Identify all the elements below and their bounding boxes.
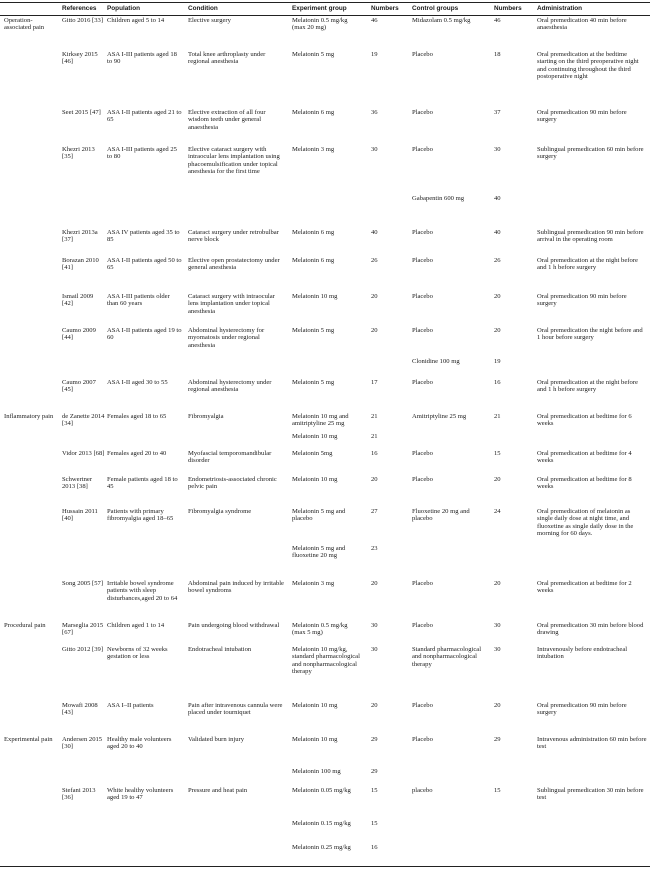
experiment-number-cell: 30 xyxy=(371,146,378,153)
experiment-group-cell: Melatonin 0.5 mg/kg (max 5 mg) xyxy=(292,622,348,637)
condition-cell: Abdominal hysterectomy for myomatosis under regional anesthesia xyxy=(188,327,265,349)
population-cell: Irritable bowel syndrome patients with sleep disturbances,aged 20 to 64 xyxy=(107,580,178,602)
control-group-cell: Clonidine 100 mg xyxy=(412,358,460,365)
administration-cell: Oral premedication at the bedtime starting on the third preoperative night and continuing throughout the third postoperative night xyxy=(537,51,639,81)
table-top-rule xyxy=(0,2,650,3)
experiment-group-cell: Melatonin 5 mg xyxy=(292,327,335,334)
control-group-cell: Placebo xyxy=(412,450,433,457)
administration-cell: Oral premedication at bedtime for 6 weeks xyxy=(537,413,632,428)
control-group-cell: Placebo xyxy=(412,327,433,334)
experiment-group-cell: Melatonin 5 mg xyxy=(292,379,335,386)
reference-cell: Marseglia 2015 [67] xyxy=(62,622,104,637)
experiment-group-cell: Melatonin 6 mg xyxy=(292,257,335,264)
experiment-group-cell: Melatonin 10 mg/kg, standard pharmacological and nonpharmacological therapy xyxy=(292,646,360,676)
column-header: References xyxy=(62,5,97,12)
administration-cell: Oral premedication 30 min before blood drawing xyxy=(537,622,644,637)
control-number-cell: 26 xyxy=(494,257,501,264)
control-number-cell: 21 xyxy=(494,413,501,420)
administration-cell: Oral premedication the night before and 1 hour before surgery xyxy=(537,327,643,342)
control-group-cell: Placebo xyxy=(412,257,433,264)
control-number-cell: 40 xyxy=(494,229,501,236)
administration-cell: Oral premedication of melatonin as single daily dose at night time, and fluoxetine as single daily dose in the morning for 60 days. xyxy=(537,508,634,538)
reference-cell: Ismail 2009 [42] xyxy=(62,293,94,308)
control-group-cell: Placebo xyxy=(412,622,433,629)
population-cell: White healthy volunteers aged 19 to 47 xyxy=(107,787,174,802)
experiment-number-cell: 46 xyxy=(371,17,378,24)
header-rule xyxy=(0,15,650,16)
population-cell: ASA I-II aged 30 to 55 xyxy=(107,379,168,386)
condition-cell: Elective open prostatectomy under general anesthesia xyxy=(188,257,280,272)
control-number-cell: 37 xyxy=(494,109,501,116)
experiment-group-cell: Melatonin 0.05 mg/kg xyxy=(292,787,351,794)
experiment-number-cell: 20 xyxy=(371,327,378,334)
experiment-number-cell: 29 xyxy=(371,736,378,743)
control-number-cell: 29 xyxy=(494,736,501,743)
column-header: Population xyxy=(107,5,141,12)
population-cell: Children aged 5 to 14 xyxy=(107,17,165,24)
experiment-group-cell: Melatonin 0.25 mg/kg xyxy=(292,844,351,851)
experiment-number-cell: 19 xyxy=(371,51,378,58)
table-bottom-rule xyxy=(0,866,650,867)
control-group-cell: Fluoxetine 20 mg and placebo xyxy=(412,508,470,523)
experiment-number-cell: 23 xyxy=(371,545,378,552)
experiment-number-cell: 30 xyxy=(371,622,378,629)
population-cell: Females aged 18 to 65 xyxy=(107,413,167,420)
population-cell: ASA I–II patients xyxy=(107,702,154,709)
reference-cell: Gitto 2012 [39] xyxy=(62,646,104,653)
control-group-cell: placebo xyxy=(412,787,433,794)
experiment-group-cell: Melatonin 10 mg xyxy=(292,476,338,483)
administration-cell: Intravenously before endotracheal intubation xyxy=(537,646,628,661)
administration-cell: Oral premedication 40 min before anaesthesia xyxy=(537,17,627,32)
control-number-cell: 20 xyxy=(494,327,501,334)
condition-cell: Abdominal pain induced by irritable bowel syndroms xyxy=(188,580,284,595)
experiment-number-cell: 21 xyxy=(371,433,378,440)
condition-cell: Pressure and heat pain xyxy=(188,787,248,794)
control-group-cell: Standard pharmacological and nonpharmacological therapy xyxy=(412,646,482,668)
category-cell: Operation-associated pain xyxy=(4,17,45,32)
condition-cell: Total knee arthroplasty under regional anesthesia xyxy=(188,51,266,66)
administration-cell: Oral premedication at bedtime for 4 weeks xyxy=(537,450,632,465)
population-cell: ASA IV patients aged 35 to 85 xyxy=(107,229,180,244)
experiment-number-cell: 26 xyxy=(371,257,378,264)
control-number-cell: 16 xyxy=(494,379,501,386)
experiment-group-cell: Melatonin 5 mg xyxy=(292,51,335,58)
reference-cell: Gitto 2016 [33] xyxy=(62,17,104,24)
control-number-cell: 46 xyxy=(494,17,501,24)
control-group-cell: Placebo xyxy=(412,109,433,116)
experiment-group-cell: Melatonin 0.5 mg/kg (max 20 mg) xyxy=(292,17,348,32)
experiment-number-cell: 36 xyxy=(371,109,378,116)
condition-cell: Pain after intravenous cannula were placed under tourniquet xyxy=(188,702,283,717)
population-cell: Newborns of 32 weeks gestation or less xyxy=(107,646,168,661)
administration-cell: Sublingual premedication 60 min before surgery xyxy=(537,146,644,161)
control-number-cell: 15 xyxy=(494,450,501,457)
reference-cell: Seet 2015 [47] xyxy=(62,109,101,116)
control-group-cell: Placebo xyxy=(412,580,433,587)
population-cell: Children aged 1 to 14 xyxy=(107,622,165,629)
column-header: Experiment group xyxy=(292,5,347,12)
reference-cell: Schwertner 2013 [38] xyxy=(62,476,93,491)
reference-cell: Kirksey 2015 [46] xyxy=(62,51,98,66)
experiment-group-cell: Melatonin 10 mg xyxy=(292,736,338,743)
population-cell: ASA I-III patients aged 25 to 80 xyxy=(107,146,177,161)
condition-cell: Endometriosis-associated chronic pelvic pain xyxy=(188,476,277,491)
control-number-cell: 19 xyxy=(494,358,501,365)
control-group-cell: Amitriptyline 25 mg xyxy=(412,413,467,420)
condition-cell: Abdominal hysterectomy under regional anesthesia xyxy=(188,379,272,394)
experiment-number-cell: 15 xyxy=(371,787,378,794)
control-group-cell: Placebo xyxy=(412,476,433,483)
reference-cell: Song 2005 [57] xyxy=(62,580,104,587)
reference-cell: Hussain 2011 [40] xyxy=(62,508,98,523)
column-header: Administration xyxy=(537,5,583,12)
control-group-cell: Placebo xyxy=(412,229,433,236)
experiment-number-cell: 15 xyxy=(371,820,378,827)
condition-cell: Endotracheal intubation xyxy=(188,646,252,653)
control-number-cell: 24 xyxy=(494,508,501,515)
administration-cell: Oral premedication 90 min before surgery xyxy=(537,702,627,717)
population-cell: Female patients aged 18 to 45 xyxy=(107,476,178,491)
control-number-cell: 30 xyxy=(494,146,501,153)
experiment-group-cell: Melatonin 10 mg xyxy=(292,293,338,300)
reference-cell: Khezri 2013a [37] xyxy=(62,229,98,244)
experiment-group-cell: Melatonin 5mg xyxy=(292,450,333,457)
reference-cell: de Zanette 2014 [34] xyxy=(62,413,105,428)
experiment-group-cell: Melatonin 100 mg xyxy=(292,768,341,775)
column-header: Condition xyxy=(188,5,218,12)
control-number-cell: 20 xyxy=(494,476,501,483)
experiment-number-cell: 20 xyxy=(371,580,378,587)
condition-cell: Cataract surgery with intraocular lens implantation under topical anesthesia xyxy=(188,293,275,315)
population-cell: Patients with primary fibromyalgia aged 18–65 xyxy=(107,508,174,523)
control-number-cell: 40 xyxy=(494,195,501,202)
administration-cell: Oral premedication 90 min before surgery xyxy=(537,109,627,124)
reference-cell: Mowafi 2008 [43] xyxy=(62,702,98,717)
condition-cell: Pain undergoing blood withdrawal xyxy=(188,622,280,629)
population-cell: Healthy male volunteers aged 20 to 40 xyxy=(107,736,172,751)
experiment-group-cell: Melatonin 5 mg and fluoxetine 20 mg xyxy=(292,545,346,560)
category-cell: Procedural pain xyxy=(4,622,46,629)
experiment-number-cell: 20 xyxy=(371,293,378,300)
experiment-number-cell: 27 xyxy=(371,508,378,515)
control-group-cell: Placebo xyxy=(412,51,433,58)
control-number-cell: 20 xyxy=(494,580,501,587)
population-cell: ASA I-III patients older than 60 years xyxy=(107,293,170,308)
administration-cell: Sublingual premedication 30 min before test xyxy=(537,787,644,802)
control-group-cell: Placebo xyxy=(412,736,433,743)
category-cell: Experimental pain xyxy=(4,736,53,743)
control-number-cell: 20 xyxy=(494,293,501,300)
administration-cell: Intravenous administration 60 min before test xyxy=(537,736,647,751)
reference-cell: Stefani 2013 [36] xyxy=(62,787,96,802)
administration-cell: Oral premedication 90 min before surgery xyxy=(537,293,627,308)
category-cell: Inflammatory pain xyxy=(4,413,54,420)
control-number-cell: 20 xyxy=(494,702,501,709)
reference-cell: Vidor 2013 [68] xyxy=(62,450,105,457)
population-cell: ASA I-II patients aged 19 to 60 xyxy=(107,327,182,342)
reference-cell: Caumo 2007 [45] xyxy=(62,379,96,394)
experiment-group-cell: Melatonin 6 mg xyxy=(292,109,335,116)
condition-cell: Elective extraction of all four wisdom teeth under general anaesthesia xyxy=(188,109,266,131)
condition-cell: Validated burn injury xyxy=(188,736,245,743)
condition-cell: Elective surgery xyxy=(188,17,231,24)
administration-cell: Sublingual premedication 90 min before arrival in the operating room xyxy=(537,229,644,244)
experiment-number-cell: 40 xyxy=(371,229,378,236)
control-number-cell: 30 xyxy=(494,622,501,629)
reference-cell: Andersen 2015 [30] xyxy=(62,736,103,751)
control-number-cell: 15 xyxy=(494,787,501,794)
experiment-number-cell: 20 xyxy=(371,476,378,483)
column-header: Numbers xyxy=(371,5,399,12)
control-group-cell: Placebo xyxy=(412,146,433,153)
experiment-number-cell: 29 xyxy=(371,768,378,775)
experiment-number-cell: 20 xyxy=(371,702,378,709)
experiment-number-cell: 16 xyxy=(371,844,378,851)
administration-cell: Oral premedication at the night before and 1 h before surgery xyxy=(537,257,638,272)
condition-cell: Myofascial temporomandibular disorder xyxy=(188,450,272,465)
control-group-cell: Placebo xyxy=(412,379,433,386)
control-number-cell: 30 xyxy=(494,646,501,653)
population-cell: ASA I-II patients aged 21 to 65 xyxy=(107,109,182,124)
experiment-group-cell: Melatonin 10 mg xyxy=(292,702,338,709)
experiment-group-cell: Melatonin 5 mg and placebo xyxy=(292,508,346,523)
experiment-group-cell: Melatonin 3 mg xyxy=(292,580,335,587)
administration-cell: Oral premedication at bedtime for 8 weeks xyxy=(537,476,632,491)
condition-cell: Fibromyalgia syndrome xyxy=(188,508,252,515)
experiment-group-cell: Melatonin 10 mg and amitriptyline 25 mg xyxy=(292,413,349,428)
column-header: Control groups xyxy=(412,5,459,12)
condition-cell: Cataract surgery under retrobulbar nerve block xyxy=(188,229,279,244)
experiment-number-cell: 16 xyxy=(371,450,378,457)
experiment-number-cell: 21 xyxy=(371,413,378,420)
administration-cell: Oral premedication at the night before and 1 h before surgery xyxy=(537,379,638,394)
population-cell: ASA I-III patients aged 18 to 90 xyxy=(107,51,177,66)
experiment-group-cell: Melatonin 10 mg xyxy=(292,433,338,440)
control-group-cell: Midazolam 0.5 mg/kg xyxy=(412,17,471,24)
population-cell: Females aged 20 to 40 xyxy=(107,450,167,457)
control-group-cell: Placebo xyxy=(412,702,433,709)
experiment-group-cell: Melatonin 3 mg xyxy=(292,146,335,153)
reference-cell: Caumo 2009 [44] xyxy=(62,327,96,342)
column-header: Numbers xyxy=(494,5,522,12)
experiment-number-cell: 17 xyxy=(371,379,378,386)
control-group-cell: Placebo xyxy=(412,293,433,300)
experiment-number-cell: 30 xyxy=(371,646,378,653)
experiment-group-cell: Melatonin 6 mg xyxy=(292,229,335,236)
control-number-cell: 18 xyxy=(494,51,501,58)
administration-cell: Oral premedication at bedtime for 2 weeks xyxy=(537,580,632,595)
reference-cell: Borazan 2010 [41] xyxy=(62,257,99,272)
reference-cell: Khezri 2013 [35] xyxy=(62,146,95,161)
experiment-group-cell: Melatonin 0.15 mg/kg xyxy=(292,820,351,827)
control-group-cell: Gabapentin 600 mg xyxy=(412,195,465,202)
condition-cell: Fibromyalgia xyxy=(188,413,224,420)
population-cell: ASA I-II patients aged 50 to 65 xyxy=(107,257,182,272)
condition-cell: Elective cataract surgery with intraocular lens implantation using phacoemulsification under topical anesthesia for the first time xyxy=(188,146,280,176)
